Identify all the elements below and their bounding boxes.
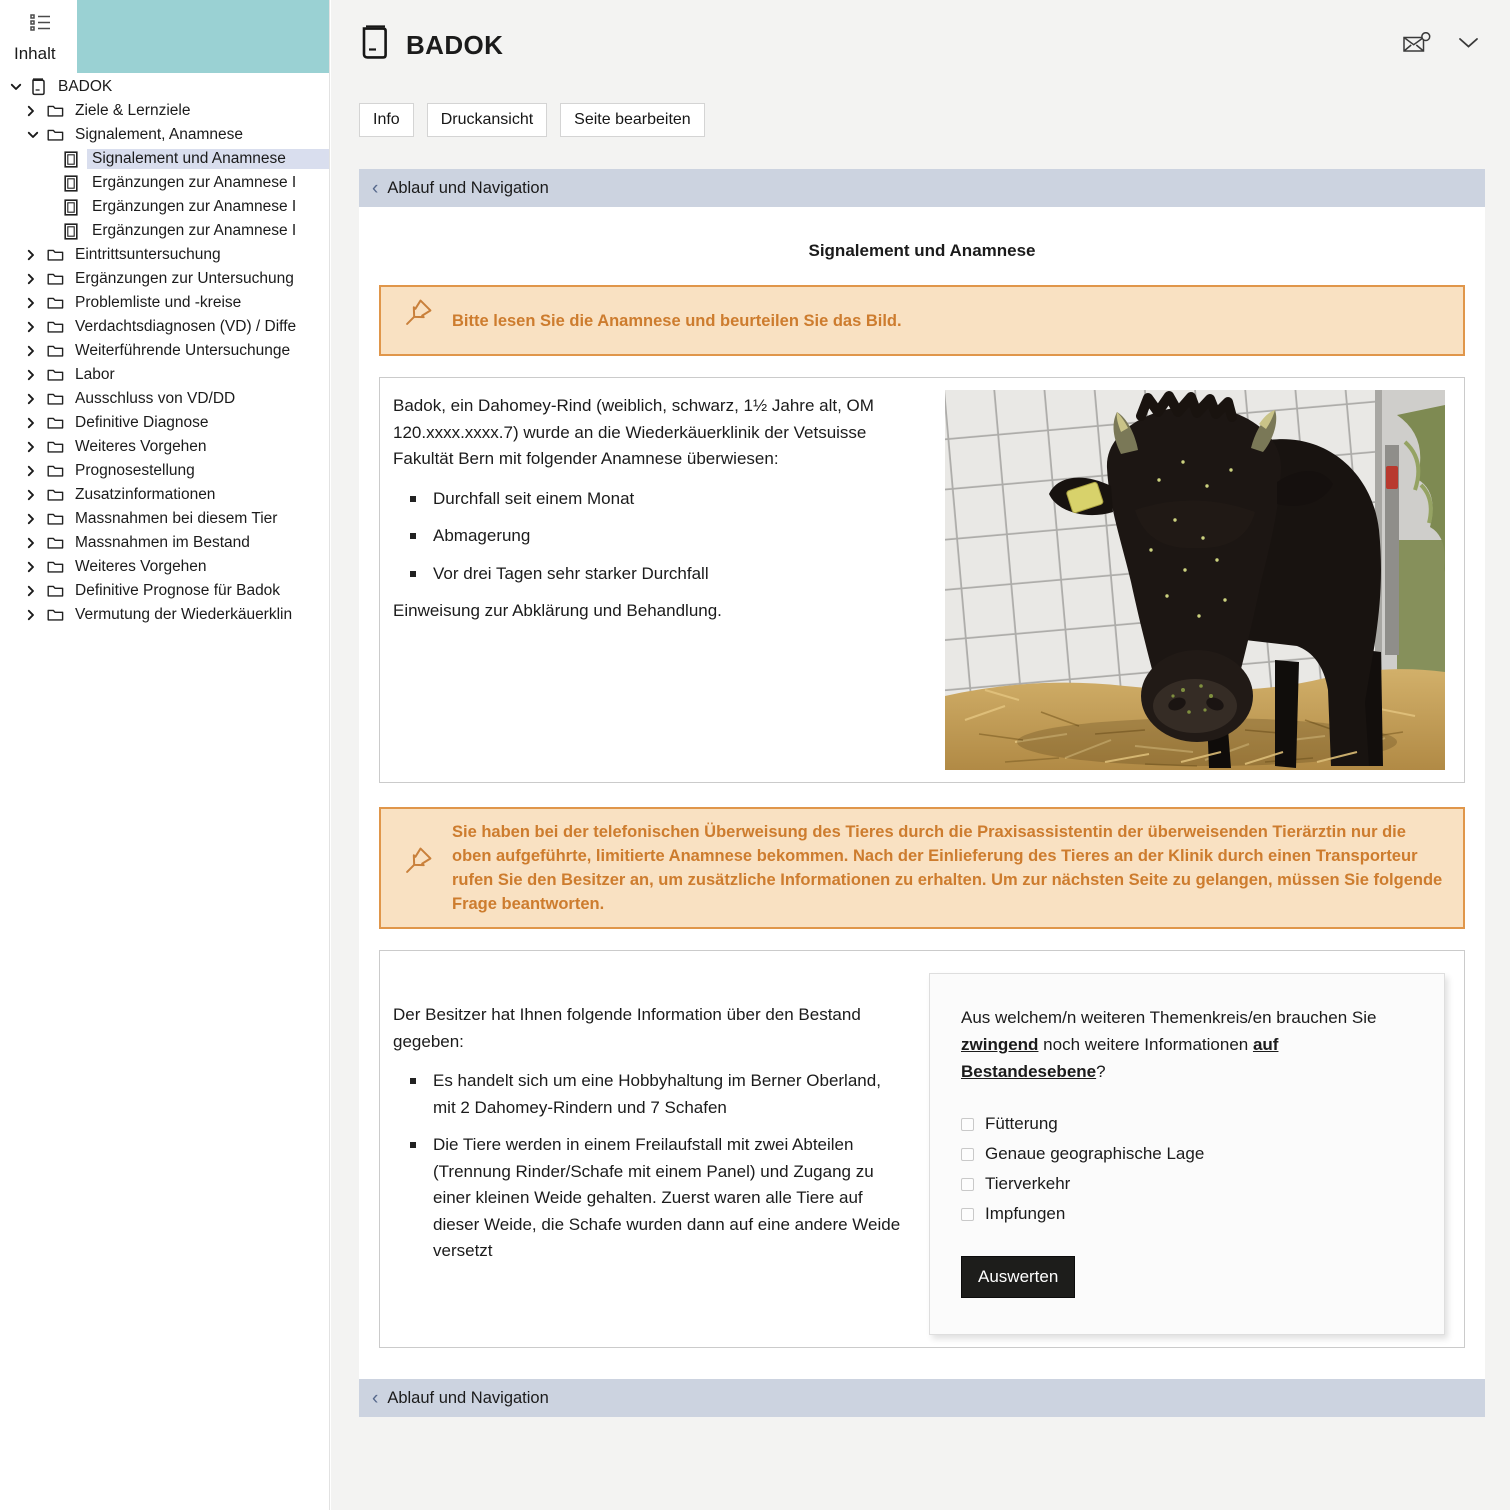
case-photo — [945, 390, 1445, 770]
tree-item[interactable] — [0, 555, 329, 579]
tree-item[interactable] — [0, 459, 329, 483]
chevron-right-icon[interactable] — [27, 321, 47, 333]
chevron-right-icon[interactable] — [27, 393, 47, 405]
chevron-right-icon[interactable] — [27, 609, 47, 621]
checkbox[interactable] — [961, 1118, 974, 1131]
instruction-note-1 — [379, 285, 1465, 356]
chevron-down-icon[interactable] — [27, 131, 47, 139]
checkbox[interactable] — [961, 1178, 974, 1191]
back-chevron-icon: ‹ — [372, 177, 379, 199]
folder-icon — [47, 272, 70, 286]
tree-item[interactable] — [0, 531, 329, 555]
tree-item-label: Zusatzinformationen — [75, 486, 216, 503]
tree-item-label: Ziele & Lernziele — [75, 102, 191, 119]
page-icon — [64, 175, 87, 192]
folder-icon — [47, 488, 70, 502]
tree-item[interactable] — [0, 99, 329, 123]
pushpin-icon — [399, 846, 436, 891]
tree-item-label: Weiterführende Untersuchunge — [75, 342, 291, 359]
flow-navigation-label: Ablauf und Navigation — [387, 1388, 549, 1407]
tree-item-label: Weiteres Vorgehen — [75, 558, 207, 575]
tree-item-label: BADOK — [58, 78, 113, 95]
tree-item-label: Labor — [75, 366, 115, 383]
tree-item-label: Prognosestellung — [75, 462, 195, 479]
instruction-note-2 — [379, 807, 1465, 929]
folder-icon — [47, 536, 70, 550]
folder-icon — [47, 104, 70, 118]
tree-item[interactable] — [0, 123, 329, 147]
tree-item-label: Ergänzungen zur Anamnese I — [92, 222, 297, 239]
tree-item[interactable] — [0, 387, 329, 411]
mail-status-icon[interactable] — [1403, 32, 1431, 54]
bestand-intro: Der Besitzer hat Ihnen folgende Information über den Bestand gegeben: — [393, 1005, 861, 1051]
chevron-right-icon[interactable] — [27, 441, 47, 453]
list-item: Abmagerung — [393, 523, 907, 550]
chevron-right-icon[interactable] — [27, 513, 47, 525]
flow-navigation-label: Ablauf und Navigation — [387, 178, 549, 197]
tree-item[interactable] — [0, 291, 329, 315]
tree-item[interactable] — [0, 243, 329, 267]
tree-item[interactable] — [0, 363, 329, 387]
folder-icon — [47, 248, 70, 262]
book-icon — [360, 25, 389, 66]
main-header — [331, 0, 1510, 66]
folder-icon — [47, 560, 70, 574]
content-sidebar — [0, 0, 330, 1510]
tree-item-label: Ausschluss von VD/DD — [75, 390, 236, 407]
tree-item-label: Ergänzungen zur Anamnese I — [92, 198, 297, 215]
tree-item[interactable] — [0, 483, 329, 507]
chevron-right-icon[interactable] — [27, 537, 47, 549]
tree-item[interactable] — [0, 507, 329, 531]
chevron-right-icon[interactable] — [27, 249, 47, 261]
answer-option-label: Impfungen — [985, 1204, 1066, 1223]
chevron-right-icon[interactable] — [27, 273, 47, 285]
tree-item-label: Eintrittsuntersuchung — [75, 246, 221, 263]
folder-icon — [47, 296, 70, 310]
anamnese-intro: Badok, ein Dahomey-Rind (weiblich, schwarz, 1½ Jahre alt, OM 120.xxxx.xxxx.7) wurde an die Wiederkäuerklinik der Vetsuisse Fakultät Bern mit folgender Anamnese überwiesen: — [393, 396, 874, 468]
chevron-right-icon[interactable] — [27, 585, 47, 597]
chevron-down-icon[interactable] — [10, 83, 30, 91]
answer-option[interactable] — [961, 1109, 1414, 1139]
folder-icon — [47, 368, 70, 382]
checkbox[interactable] — [961, 1208, 974, 1221]
anamnese-box — [379, 377, 1465, 783]
tree-item-label: Massnahmen bei diesem Tier — [75, 510, 278, 527]
tree-item[interactable] — [0, 219, 329, 243]
page-icon — [64, 223, 87, 240]
list-item: Vor drei Tagen sehr starker Durchfall — [393, 561, 907, 588]
note-text: Sie haben bei der telefonischen Überweisung des Tieres durch die Praxisassistentin der überweisenden Tierärztin nur die oben aufgeführte, limitierte Anamnese bekommen. Nach der Einlieferung des Tieres an der Klinik durch einen Transporteur rufen Sie den Besitzer an, um zusätzliche Informationen zu erhalten. Um zur nächsten Seite zu gelangen, müssen Sie folgende Frage beantworten. — [452, 823, 1443, 913]
tree-item[interactable] — [0, 339, 329, 363]
list-item: Es handelt sich um eine Hobbyhaltung im Berner Oberland, mit 2 Dahomey-Rindern und 7 Schafen — [393, 1068, 907, 1121]
chevron-right-icon[interactable] — [27, 561, 47, 573]
answer-option-label: Genaue geographische Lage — [985, 1144, 1205, 1163]
tree-item-label: Ergänzungen zur Untersuchung — [75, 270, 294, 287]
tree-item[interactable] — [0, 171, 329, 195]
bestand-text — [392, 999, 907, 1276]
checkbox[interactable] — [961, 1148, 974, 1161]
bestand-box — [379, 950, 1465, 1348]
collapse-chevron-icon[interactable] — [1458, 37, 1479, 49]
chevron-right-icon[interactable] — [27, 417, 47, 429]
folder-icon — [47, 344, 70, 358]
info-button[interactable]: Info — [359, 103, 414, 137]
pushpin-icon — [399, 298, 436, 343]
tree-item-label: Definitive Diagnose — [75, 414, 209, 431]
sidebar-accent-band — [77, 0, 329, 73]
tree-item-label: Signalement und Anamnese — [87, 149, 329, 169]
anamnese-outro: Einweisung zur Abklärung und Behandlung. — [393, 601, 722, 620]
print-view-button[interactable]: Druckansicht — [427, 103, 547, 137]
folder-icon — [47, 464, 70, 478]
chevron-right-icon[interactable] — [27, 489, 47, 501]
chevron-right-icon[interactable] — [27, 345, 47, 357]
chevron-right-icon[interactable] — [27, 369, 47, 381]
chevron-right-icon[interactable] — [27, 297, 47, 309]
sidebar-panel-label: Inhalt — [14, 44, 56, 63]
anamnese-list — [393, 486, 907, 588]
evaluate-button[interactable]: Auswerten — [961, 1256, 1075, 1298]
anamnese-text — [392, 390, 907, 770]
tree-item[interactable] — [0, 147, 329, 171]
tree-item[interactable] — [0, 195, 329, 219]
answer-option-label: Fütterung — [985, 1114, 1058, 1133]
flow-navigation-bottom[interactable] — [359, 1379, 1485, 1417]
back-chevron-icon: ‹ — [372, 1387, 379, 1409]
list-item: Durchfall seit einem Monat — [393, 486, 907, 513]
chevron-right-icon[interactable] — [27, 105, 47, 117]
page-icon — [64, 199, 87, 216]
tree-item-label: Ergänzungen zur Anamnese I — [92, 174, 297, 191]
question-panel — [929, 973, 1445, 1335]
tree-item-label: Vermutung der Wiederkäuerklin — [75, 606, 293, 623]
answer-options — [961, 1109, 1414, 1229]
question-keyword: zwingend — [961, 1035, 1039, 1054]
panel-body — [359, 207, 1485, 1379]
toolbar — [359, 103, 1510, 137]
chapter-title: Signalement und Anamnese — [808, 241, 1036, 260]
folder-icon — [47, 608, 70, 622]
folder-icon — [47, 584, 70, 598]
question-text: Aus welchem/n weiteren Themenkreis/en brauchen Sie zwingend noch weitere Informationen auf Bestandesebene? — [961, 1008, 1377, 1081]
page-icon — [64, 151, 87, 168]
content-tree — [0, 73, 329, 627]
folder-icon — [47, 128, 70, 142]
folder-icon — [47, 440, 70, 454]
sidebar-header — [0, 0, 329, 73]
edit-page-button[interactable]: Seite bearbeiten — [560, 103, 705, 137]
tree-item[interactable] — [0, 435, 329, 459]
answer-option[interactable] — [961, 1199, 1414, 1229]
list-item: Die Tiere werden in einem Freilaufstall mit zwei Abteilen (Trennung Rinder/Schafe mit einem Panel) und Zugang zu einer kleinen Weide gehalten. Zuerst waren alle Tiere auf dieser Weide, die Schafe wurden dann auf eine andere Weide versetzt — [393, 1132, 907, 1265]
folder-icon — [47, 416, 70, 430]
list-icon — [30, 13, 77, 37]
chevron-right-icon[interactable] — [27, 465, 47, 477]
tree-item-label: Massnahmen im Bestand — [75, 534, 250, 551]
folder-icon — [47, 512, 70, 526]
tree-item[interactable] — [0, 267, 329, 291]
sidebar-toggle[interactable] — [0, 0, 77, 73]
content-panel — [359, 169, 1485, 1417]
tree-item-label: Weiteres Vorgehen — [75, 438, 207, 455]
tree-item-label: Signalement, Anamnese — [75, 126, 244, 143]
note-text: Bitte lesen Sie die Anamnese und beurteilen Sie das Bild. — [452, 311, 902, 330]
tree-item-label: Problemliste und -kreise — [75, 294, 242, 311]
main-area — [331, 0, 1510, 1510]
tree-item[interactable] — [0, 315, 329, 339]
tree-item[interactable] — [0, 411, 329, 435]
tree-item-label: Verdachtsdiagnosen (VD) / Diffe — [75, 318, 297, 335]
flow-navigation-top[interactable] — [359, 169, 1485, 207]
answer-option[interactable] — [961, 1139, 1414, 1169]
bestand-list — [393, 1068, 907, 1265]
tree-item[interactable] — [0, 603, 329, 627]
question-keyword: auf Bestandesebene — [961, 1035, 1279, 1081]
folder-icon — [47, 320, 70, 334]
folder-icon — [47, 392, 70, 406]
answer-option[interactable] — [961, 1169, 1414, 1199]
book-icon — [30, 78, 53, 96]
answer-option-label: Tierverkehr — [985, 1174, 1071, 1193]
tree-item-label: Definitive Prognose für Badok — [75, 582, 281, 599]
tree-item[interactable] — [0, 579, 329, 603]
page-title: BADOK — [406, 30, 504, 60]
tree-item[interactable] — [0, 75, 329, 99]
